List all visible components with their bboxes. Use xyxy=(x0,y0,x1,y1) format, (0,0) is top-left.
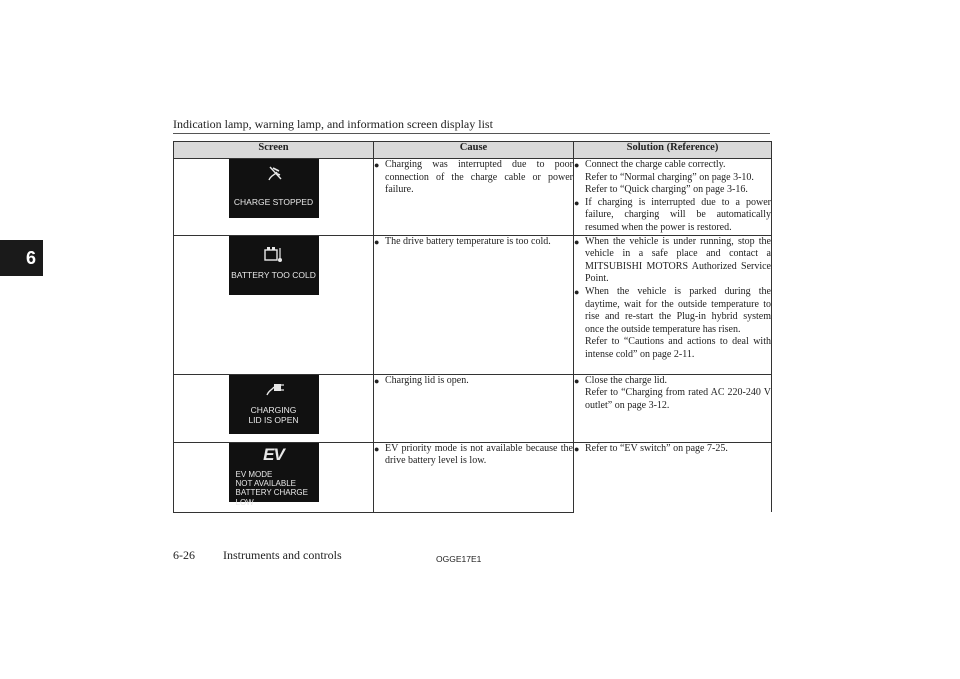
page-header-title: Indication lamp, warning lamp, and information screen display list xyxy=(173,117,493,131)
table-header-row xyxy=(174,142,772,159)
solution-item: ● When the vehicle is parked during the daytime, wait for the outside temperature to rise and re-start the Plug-in hybrid system once the outside temperature has risen. Refer to “Cautions and actions to deal with intense cold” on page 2-11. xyxy=(574,285,771,360)
table-row xyxy=(174,235,772,374)
solution-cell xyxy=(574,235,772,374)
screen-label-line: NOT AVAILABLE xyxy=(235,478,296,488)
screen-cell xyxy=(174,235,374,374)
table-row xyxy=(174,442,772,512)
screen-display-charge-stopped xyxy=(229,159,319,218)
cause-item: ● Charging lid is open. xyxy=(374,374,469,386)
screen-label: BATTERY TOO COLD xyxy=(231,269,316,280)
screen-label-line: LID IS OPEN xyxy=(248,414,299,425)
solution-item: ● Refer to “EV switch” on page 7-25. xyxy=(574,442,728,454)
solution-item: ● If charging is interrupted due to a power failure, charging will be automatically resumed when the power is restored. xyxy=(574,196,771,233)
screen-label-line: BATTERY CHARGE LOW xyxy=(235,487,308,507)
cause-cell xyxy=(374,374,574,442)
screen-label: CHARGE STOPPED xyxy=(233,197,314,207)
cause-cell xyxy=(374,235,574,374)
solution-item: ● Close the charge lid. Refer to “Charging from rated AC 220-240 V outlet” on page 3-12. xyxy=(574,374,771,411)
solution-item: ● When the vehicle is under running, stop the vehicle in a safe place and contact a MITSUBISHI MOTORS Authorized Service Point. xyxy=(574,235,771,285)
solution-cell xyxy=(574,159,772,236)
screen-display-ev-mode-not-available xyxy=(229,443,319,507)
screen-cell xyxy=(174,159,374,236)
footer-section-title: Instruments and controls xyxy=(223,548,342,562)
charge-interrupted-icon xyxy=(229,164,319,184)
header-rule xyxy=(173,133,770,134)
cause-item: ● EV priority mode is not available because the drive battery level is low. xyxy=(374,442,573,467)
chapter-tab: 6 xyxy=(0,240,43,276)
screen-label-line: EV MODE xyxy=(235,469,273,479)
column-header-screen: Screen xyxy=(174,142,374,159)
screen-cell xyxy=(174,442,374,512)
charging-plug-icon xyxy=(229,380,319,400)
footer-document-code: OGGE17E1 xyxy=(436,554,482,564)
screen-cell xyxy=(174,374,374,442)
solution-cell xyxy=(574,374,772,442)
footer-page-number: 6-26 xyxy=(173,548,195,562)
cause-item: ● Charging was interrupted due to poor connection of the charge cable or power failure. xyxy=(374,159,573,196)
cause-cell xyxy=(374,159,574,236)
screen-label-line: CHARGING xyxy=(250,404,297,415)
cause-cell xyxy=(374,442,574,512)
column-header-solution: Solution (Reference) xyxy=(574,142,772,159)
solution-cell xyxy=(574,442,772,512)
display-list-table xyxy=(173,141,772,513)
cause-item: ● The drive battery temperature is too cold. xyxy=(374,235,551,247)
screen-display-charging-lid-open xyxy=(229,375,319,434)
battery-cold-icon xyxy=(229,242,319,264)
table-row xyxy=(174,374,772,442)
ev-logo-icon: EV xyxy=(263,444,284,464)
column-header-cause: Cause xyxy=(374,142,574,159)
table-row xyxy=(174,159,772,236)
solution-item: ● Connect the charge cable correctly. Refer to “Normal charging” on page 3-10. Refer to “Quick charging” on page 3-16. xyxy=(574,159,754,196)
screen-display-battery-too-cold xyxy=(229,236,319,295)
